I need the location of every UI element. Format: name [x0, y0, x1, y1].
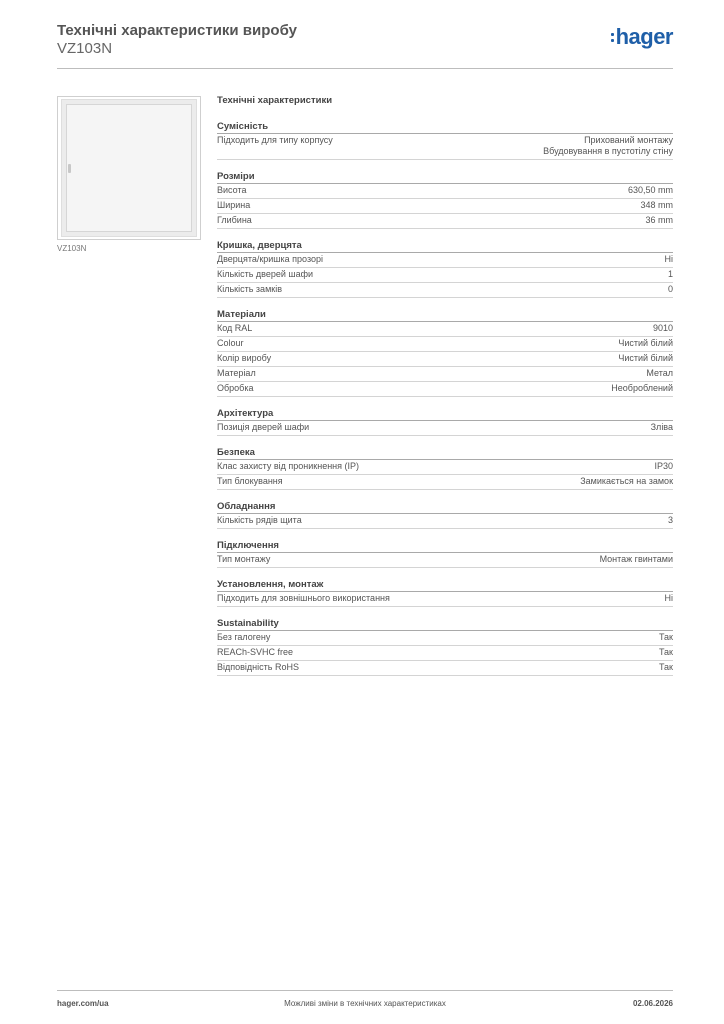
image-caption: VZ103N: [57, 244, 87, 253]
spec-value-line: 0: [667, 284, 673, 294]
spec-group-title: Установлення, монтаж: [217, 578, 673, 592]
spec-group: [217, 578, 673, 607]
spec-group: [217, 500, 673, 529]
spec-label: Клас захисту від проникнення (IP): [217, 461, 360, 471]
spec-value: [618, 353, 673, 364]
spec-value-line: Прихований монтажу: [584, 135, 673, 145]
logo-text: hager: [615, 24, 673, 49]
product-image: [57, 96, 201, 240]
spec-row: [217, 475, 673, 490]
spec-value-line: Монтаж гвинтами: [599, 554, 673, 564]
spec-value-line: Зліва: [650, 422, 673, 432]
spec-label: Глибина: [217, 215, 252, 225]
spec-value: [668, 284, 673, 295]
spec-value-line: 9010: [652, 323, 673, 333]
spec-value-line: Так: [658, 632, 673, 642]
spec-groups: [217, 120, 673, 676]
spec-label: Матеріал: [217, 368, 256, 378]
specifications-section: [217, 94, 673, 686]
spec-row: [217, 514, 673, 529]
spec-row: [217, 646, 673, 661]
spec-value-line: Ні: [664, 254, 673, 264]
spec-row: [217, 322, 673, 337]
spec-value-line: 36 mm: [645, 215, 673, 225]
spec-group: [217, 170, 673, 229]
spec-group-title: Підключення: [217, 539, 673, 553]
spec-value: [543, 135, 673, 157]
spec-group: [217, 446, 673, 490]
page-footer: [57, 990, 673, 1015]
footer-disclaimer: Можливі зміни в технічних характеристиках: [284, 999, 446, 1008]
spec-label: Кількість рядів щита: [217, 515, 302, 525]
spec-group-title: Сумісність: [217, 120, 673, 134]
spec-label: Дверцята/кришка прозорі: [217, 254, 323, 264]
spec-value: [618, 338, 673, 349]
spec-label: Тип монтажу: [217, 554, 271, 564]
spec-value: [653, 323, 673, 334]
spec-label: Кількість замків: [217, 284, 282, 294]
spec-value-line: Вбудовування в пустотілу стіну: [543, 146, 673, 156]
spec-label: Код RAL: [217, 323, 253, 333]
spec-group-title: Обладнання: [217, 500, 673, 514]
spec-value-line: Так: [658, 662, 673, 672]
spec-value: [611, 383, 673, 394]
page-header: [57, 20, 673, 69]
spec-group: [217, 120, 673, 160]
enclosure-door-illustration: [61, 99, 197, 237]
spec-value: [580, 476, 673, 487]
spec-group: [217, 539, 673, 568]
spec-group-title: Розміри: [217, 170, 673, 184]
spec-row: [217, 367, 673, 382]
spec-value: [645, 215, 673, 226]
spec-row: [217, 253, 673, 268]
spec-value: [651, 422, 673, 433]
document-title: Технічні характеристики виробу: [57, 22, 297, 39]
spec-label: Висота: [217, 185, 247, 195]
spec-value: [659, 632, 673, 643]
logo-dots-icon: [611, 33, 614, 42]
spec-group-title: Матеріали: [217, 308, 673, 322]
footer-website-link[interactable]: hager.com/ua: [57, 999, 109, 1008]
spec-value: [640, 200, 673, 211]
specifications-title: Технічні характеристики: [217, 95, 333, 106]
spec-value: [659, 647, 673, 658]
spec-label: Ширина: [217, 200, 251, 210]
spec-label: Позиція дверей шафи: [217, 422, 310, 432]
spec-value-line: Так: [658, 647, 673, 657]
spec-value: [654, 461, 673, 472]
spec-row: [217, 352, 673, 367]
spec-group-title: Кришка, дверцята: [217, 239, 673, 253]
spec-row: [217, 199, 673, 214]
spec-group-title: Безпека: [217, 446, 673, 460]
spec-label: Відповідність RoHS: [217, 662, 299, 672]
spec-value: [668, 515, 673, 526]
spec-value-line: 348 mm: [640, 200, 673, 210]
spec-row: [217, 184, 673, 199]
spec-value-line: IP30: [654, 461, 673, 471]
spec-label: Підходить для зовнішнього використання: [217, 593, 390, 603]
spec-row: [217, 382, 673, 397]
spec-row: [217, 421, 673, 436]
product-reference: VZ103N: [57, 40, 113, 57]
spec-label: REACh-SVHC free: [217, 647, 294, 657]
spec-row: [217, 631, 673, 646]
spec-row: [217, 134, 673, 160]
spec-value: [668, 269, 673, 280]
spec-value: [665, 593, 674, 604]
spec-group-title: Архітектура: [217, 407, 673, 421]
hager-logo: [611, 26, 673, 48]
spec-row: [217, 337, 673, 352]
spec-label: Кількість дверей шафи: [217, 269, 314, 279]
spec-group: [217, 617, 673, 676]
spec-value-line: Чистий білий: [618, 353, 673, 363]
spec-group: [217, 239, 673, 298]
spec-value-line: Ні: [664, 593, 673, 603]
spec-label: Колір виробу: [217, 353, 272, 363]
spec-label: Colour: [217, 338, 244, 348]
spec-value-line: Чистий білий: [618, 338, 673, 348]
spec-value: [600, 554, 673, 565]
spec-value-line: Необроблений: [611, 383, 673, 393]
spec-value-line: Метал: [646, 368, 673, 378]
spec-value: [665, 254, 674, 265]
spec-value: [628, 185, 673, 196]
spec-value-line: 630,50 mm: [627, 185, 673, 195]
spec-group: [217, 407, 673, 436]
spec-row: [217, 661, 673, 676]
spec-value: [659, 662, 673, 673]
spec-value-line: Замикається на замок: [580, 476, 673, 486]
door-panel: [66, 104, 192, 232]
spec-value: [646, 368, 673, 379]
spec-label: Без галогену: [217, 632, 271, 642]
spec-row: [217, 460, 673, 475]
spec-label: Обробка: [217, 383, 254, 393]
spec-value-line: 3: [667, 515, 673, 525]
spec-row: [217, 268, 673, 283]
door-handle-icon: [68, 164, 71, 173]
spec-group: [217, 308, 673, 397]
spec-label: Тип блокування: [217, 476, 283, 486]
spec-value-line: 1: [667, 269, 673, 279]
spec-row: [217, 214, 673, 229]
spec-row: [217, 592, 673, 607]
spec-label: Підходить для типу корпусу: [217, 135, 333, 145]
spec-row: [217, 553, 673, 568]
footer-date: 02.06.2026: [632, 999, 673, 1008]
spec-row: [217, 283, 673, 298]
spec-group-title: Sustainability: [217, 617, 673, 631]
